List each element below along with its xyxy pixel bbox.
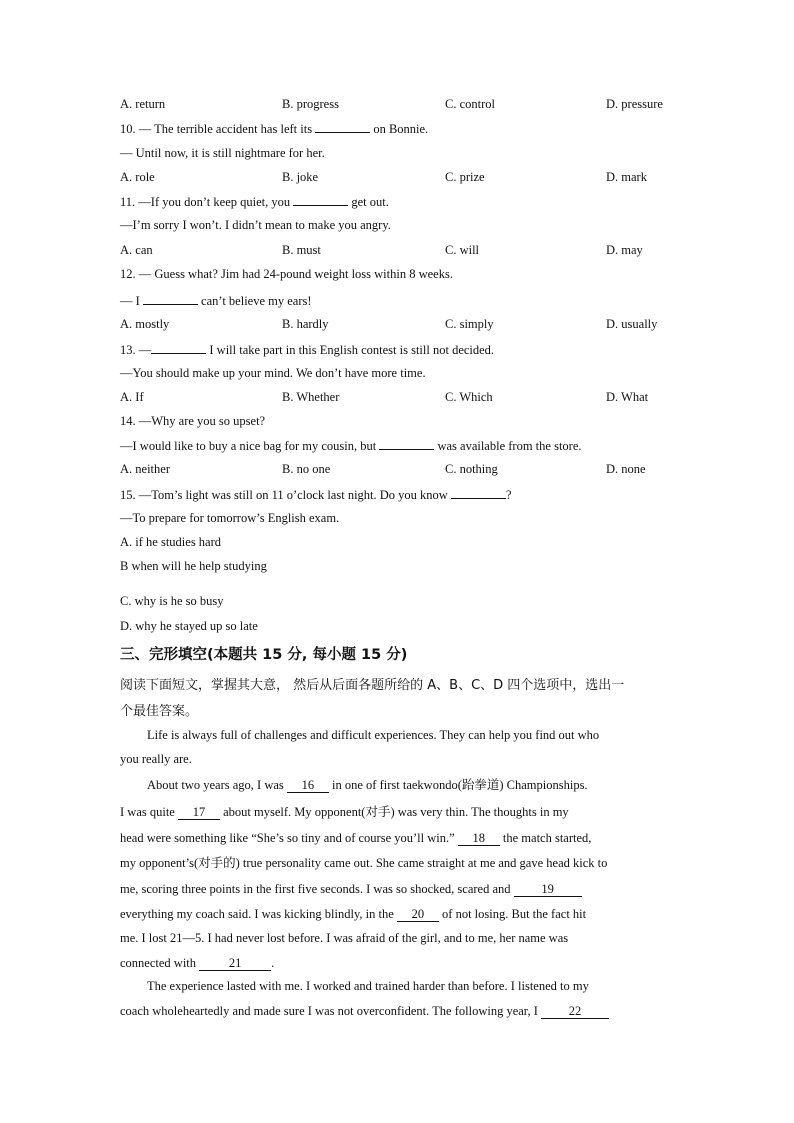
q15-option-a: A. if he studies hard (120, 535, 222, 549)
passage-p3-line2 (120, 1003, 609, 1019)
blank-19: 19 (514, 882, 582, 897)
q13-prompt-end: I will take part in this English contest is still not decided. (206, 343, 495, 357)
passage-text: About two years ago, I was (147, 778, 287, 792)
passage-text: . (271, 956, 275, 970)
q10-prompt (120, 120, 428, 137)
q15-prompt (120, 486, 512, 503)
q11-prompt (120, 193, 389, 210)
q14-option-a: A. neither (120, 462, 170, 476)
passage-text: of not losing. But the fact hit (438, 907, 587, 921)
blank-16: 16 (287, 778, 329, 793)
q12-option-b: B. hardly (282, 317, 329, 331)
q11-reply: —I’m sorry I won’t. I didn’t mean to make you angry. (120, 218, 391, 232)
q15-option-c: C. why is he so busy (120, 594, 224, 608)
q12-option-a: A. mostly (120, 317, 170, 331)
passage-p2-line1 (147, 777, 588, 793)
q14-option-d: D. none (606, 462, 646, 476)
q11-blank (293, 193, 348, 206)
blank-18: 18 (458, 831, 500, 846)
q12-option-c: C. simply (445, 317, 494, 331)
passage-p2-line8 (120, 955, 274, 971)
q12-reply-start: — I (120, 294, 143, 308)
passage-text: about myself. My opponent(对手) was very thin. The thoughts in my (219, 805, 569, 819)
q13-option-d: D. What (606, 390, 649, 404)
q10-option-b: B. joke (282, 170, 319, 184)
passage-p2-line2 (120, 804, 569, 820)
passage-text: in one of first taekwondo(跆拳道) Championships. (328, 778, 588, 792)
blank-17: 17 (178, 805, 220, 820)
passage-p2-line6 (120, 906, 586, 922)
q12-blank (143, 292, 198, 305)
q11-prompt-start: 11. —If you don’t keep quiet, you (120, 195, 294, 209)
q14-reply-end: was available from the store. (434, 439, 582, 453)
q11-prompt-end: get out. (348, 195, 389, 209)
passage-text: me, scoring three points in the first five seconds. I was so shocked, scared and (120, 882, 514, 896)
q14-option-b: B. no one (282, 462, 331, 476)
q12-option-d: D. usually (606, 317, 658, 331)
q12-reply (120, 292, 312, 309)
q10-blank (315, 120, 370, 133)
q13-option-a: A. If (120, 390, 144, 404)
q15-option-d: D. why he stayed up so late (120, 619, 258, 633)
passage-p1-line1: Life is always full of challenges and difficult experiences. They can help you find out who (147, 728, 600, 742)
passage-p2-line3 (120, 830, 591, 846)
passage-text: connected with (120, 956, 200, 970)
q15-reply: —To prepare for tomorrow’s English exam. (120, 511, 340, 525)
passage-text: everything my coach said. I was kicking blindly, in the (120, 907, 397, 921)
q15-prompt-start: 15. —Tom’s light was still on 11 o’clock last night. Do you know (120, 488, 451, 502)
q15-option-b: B when will he help studying (120, 559, 267, 573)
passage-text: the match started, (499, 831, 592, 845)
q9-option-a: A. return (120, 97, 166, 111)
blank-22: 22 (541, 1004, 609, 1019)
passage-p3-line1: The experience lasted with me. I worked and trained harder than before. I listened to my (147, 979, 589, 993)
passage-p1-line2: you really are. (120, 752, 192, 766)
section-instruction-line1: 阅读下面短文，掌握其大意， 然后从后面各题所给的 A、B、C、D 四个选项中，选出一 (120, 678, 625, 693)
passage-p2-line7: me. I lost 21—5. I had never lost before. I was afraid of the girl, and to me, her name was (120, 931, 569, 945)
q10-prompt-start: 10. — The terrible accident has left its (120, 122, 316, 136)
q10-reply: — Until now, it is still nightmare for her. (120, 146, 325, 160)
q10-option-c: C. prize (445, 170, 485, 184)
blank-20: 20 (397, 907, 439, 922)
q13-option-b: B. Whether (282, 390, 340, 404)
q15-prompt-end: ? (505, 488, 512, 502)
q11-option-b: B. must (282, 243, 321, 257)
q13-prompt-start: 13. — (120, 343, 152, 357)
q12-reply-end: can’t believe my ears! (197, 294, 312, 308)
q14-reply-start: —I would like to buy a nice bag for my cousin, but (120, 439, 380, 453)
q11-option-d: D. may (606, 243, 643, 257)
q10-option-a: A. role (120, 170, 155, 184)
q9-option-c: C. control (445, 97, 495, 111)
q11-option-a: A. can (120, 243, 153, 257)
q10-prompt-end: on Bonnie. (370, 122, 429, 136)
q14-option-c: C. nothing (445, 462, 498, 476)
passage-p2-line4: my opponent’s(对手的) true personality came out. She came straight at me and gave head kick to (120, 856, 608, 870)
q13-reply: —You should make up your mind. We don’t have more time. (120, 366, 426, 380)
q12-prompt: 12. — Guess what? Jim had 24-pound weight loss within 8 weeks. (120, 267, 453, 281)
q13-prompt (120, 341, 494, 358)
q11-option-c: C. will (445, 243, 480, 257)
q14-prompt: 14. —Why are you so upset? (120, 414, 266, 428)
passage-text: coach wholeheartedly and made sure I was not overconfident. The following year, I (120, 1004, 541, 1018)
section-instruction-line2: 个最佳答案。 (120, 704, 199, 719)
q14-reply (120, 437, 582, 454)
q13-option-c: C. Which (445, 390, 493, 404)
passage-text: head were something like “She’s so tiny and of course you’ll win.” (120, 831, 458, 845)
passage-p2-line5 (120, 881, 582, 897)
q9-option-d: D. pressure (606, 97, 663, 111)
q9-option-b: B. progress (282, 97, 339, 111)
q10-option-d: D. mark (606, 170, 647, 184)
blank-21: 21 (199, 956, 271, 971)
q15-blank (451, 486, 506, 499)
section-heading: 三、完形填空(本题共 15 分, 每小题 15 分) (120, 647, 408, 663)
passage-text: I was quite (120, 805, 178, 819)
q14-blank (379, 437, 434, 450)
q13-blank (151, 341, 206, 354)
